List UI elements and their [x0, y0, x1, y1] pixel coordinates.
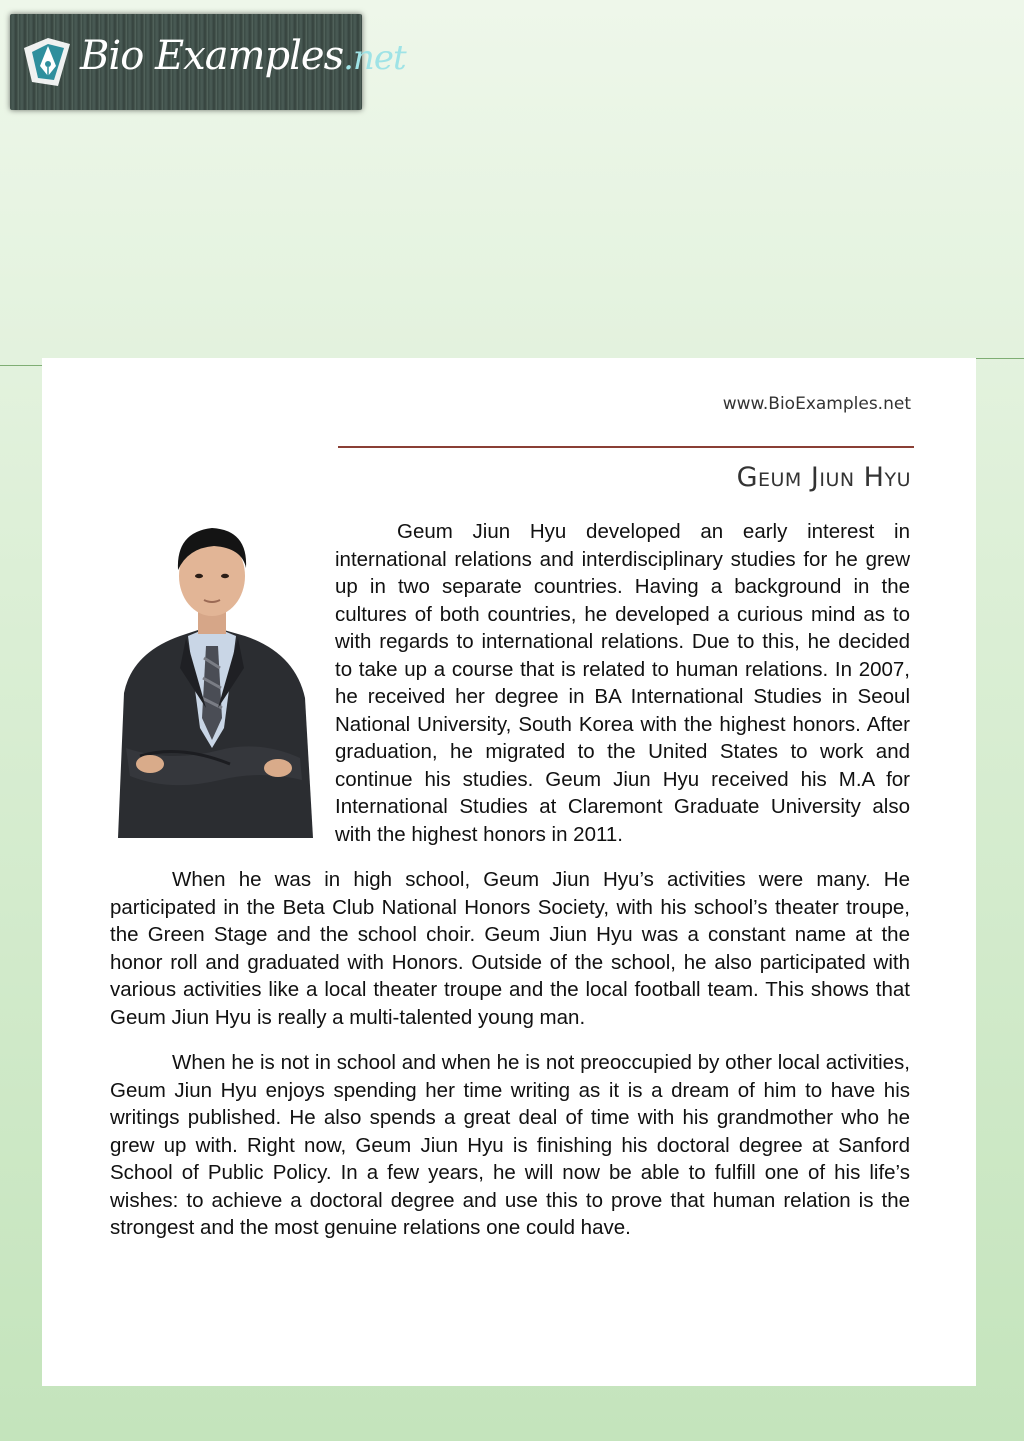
bio-content — [110, 518, 910, 1260]
site-logo[interactable] — [10, 14, 406, 110]
logo-wordmark — [80, 33, 406, 79]
title-rule — [338, 446, 914, 448]
logo-main-text: Bio Examples — [80, 33, 344, 79]
logo-suffix-text: .net — [343, 38, 406, 78]
pen-nib-icon — [18, 32, 78, 92]
bio-paragraph-3: When he is not in school and when he is not preoccupied by other local activities, Geum Jiun Hyu enjoys spending her time writing as it is a dream of him to have his writings published. He also spends a great deal of time with his grandmother who he grew up with. Right now, Geum Jiun Hyu is finishing his doctoral degree at Sanford School of Public Policy. In a few years, he will now be able to fulfill one of his life’s wishes: to achieve a doctoral degree and use this to prove that human relation is the strongest and the most genuine relations one could have. — [110, 1051, 910, 1239]
page-divider-left — [0, 365, 44, 366]
portrait-photo — [110, 518, 315, 838]
site-url: www.BioExamples.net — [722, 394, 911, 414]
person-name: Geum Jiun Hyu — [736, 462, 911, 493]
page-divider-right — [975, 358, 1024, 359]
bio-paragraph-2: When he was in high school, Geum Jiun Hyu’s activities were many. He participated in the Beta Club National Honors Society, with his school’s theater troupe, the Green Stage and the school choir. Geum Jiun Hyu was a constant name at the honor roll and graduated with Honors. Outside of the school, he also participated with various activities like a local theater troupe and the local football team. This shows that Geum Jiun Hyu is really a multi-talented young man. — [110, 868, 910, 1029]
bio-paragraph-1: Geum Jiun Hyu developed an early interest in international relations and interdisciplinary studies for he grew up in two separate countries. Having a background in the cultures of both countries, he developed a curious mind as to with regards to international relations. Due to this, he decided to take up a course that is related to human relations. In 2007, he received her degree in BA International Studies in Seoul National University, South Korea with the highest honors. After graduation, he migrated to the United States to work and continue his studies. Geum Jiun Hyu received his M.A for International Studies at Claremont Graduate University also with the highest honors in 2011. — [335, 520, 910, 846]
bio-document — [42, 358, 976, 1386]
